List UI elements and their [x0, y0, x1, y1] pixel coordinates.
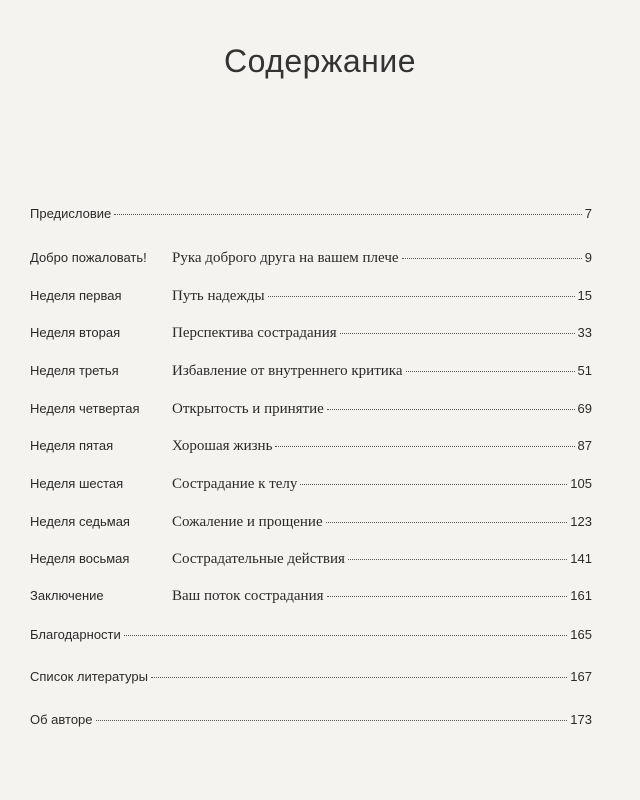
week-label: Неделя третья: [30, 363, 119, 378]
week-label: Неделя пятая: [30, 438, 114, 453]
dot-leader: [348, 559, 567, 560]
dot-leader: [327, 596, 568, 597]
toc-label: Предисловие: [30, 206, 112, 221]
toc-label: Благодарности: [30, 627, 121, 642]
toc-entry-bibliography[interactable]: [30, 665, 592, 689]
page-number: 173: [570, 712, 592, 727]
toc-entry-week-8[interactable]: [30, 547, 592, 571]
dot-leader: [151, 677, 567, 678]
page-number: 7: [584, 206, 592, 221]
page-number: 33: [577, 325, 592, 340]
toc-entry-acknowledgements[interactable]: [30, 623, 592, 647]
chapter-title: Перспектива сострадания: [172, 325, 337, 341]
dot-leader: [275, 446, 574, 447]
week-label: Заключение: [30, 588, 104, 603]
chapter-title: Ваш поток сострадания: [172, 588, 324, 604]
toc-entry-week-7[interactable]: [30, 510, 592, 534]
week-label: Неделя четвертая: [30, 401, 140, 416]
toc-label: Список литературы: [30, 669, 148, 684]
toc-entry-week-1[interactable]: [30, 284, 592, 308]
toc-entry-week-4[interactable]: [30, 397, 592, 421]
week-label: Неделя седьмая: [30, 514, 130, 529]
toc-entry-week-6[interactable]: [30, 472, 592, 496]
page-number: 51: [577, 363, 592, 378]
page-number: 167: [570, 669, 592, 684]
toc-entry-welcome[interactable]: [30, 246, 592, 270]
page-number: 161: [570, 588, 592, 603]
dot-leader: [340, 333, 575, 334]
chapter-title: Избавление от внутреннего критика: [172, 363, 403, 379]
chapter-title: Сожаление и прощение: [172, 514, 323, 530]
week-label: Неделя восьмая: [30, 551, 130, 566]
dot-leader: [402, 258, 582, 259]
page-number: 123: [570, 514, 592, 529]
week-label: Неделя вторая: [30, 325, 121, 340]
page-number: 87: [577, 438, 592, 453]
dot-leader: [406, 371, 575, 372]
chapter-title: Сострадание к телу: [172, 476, 298, 492]
dot-leader: [327, 409, 575, 410]
chapter-title: Хорошая жизнь: [172, 438, 273, 454]
toc-entry-week-2[interactable]: [30, 321, 592, 345]
page-title: Содержание: [223, 43, 416, 80]
toc-entry-week-5[interactable]: [30, 434, 592, 458]
dot-leader: [114, 214, 582, 215]
toc-label: Об авторе: [30, 712, 93, 727]
dot-leader: [326, 522, 568, 523]
page-number: 69: [577, 401, 592, 416]
chapter-title: Путь надежды: [172, 288, 265, 304]
week-label: Неделя шестая: [30, 476, 124, 491]
page-number: 141: [570, 551, 592, 566]
page-number: 165: [570, 627, 592, 642]
week-label: Добро пожаловать!: [30, 250, 147, 265]
toc-entry-about-author[interactable]: [30, 708, 592, 732]
page-number: 15: [577, 288, 592, 303]
week-label: Неделя первая: [30, 288, 122, 303]
dot-leader: [300, 484, 567, 485]
toc-entry-preface[interactable]: [30, 202, 592, 226]
page-number: 105: [570, 476, 592, 491]
page-number: 9: [584, 250, 592, 265]
dot-leader: [96, 720, 568, 721]
dot-leader: [124, 635, 568, 636]
chapter-title: Рука доброго друга на вашем плече: [172, 250, 399, 266]
chapter-title: Открытость и принятие: [172, 401, 324, 417]
toc-entry-week-3[interactable]: [30, 359, 592, 383]
dot-leader: [268, 296, 575, 297]
chapter-title: Сострадательные действия: [172, 551, 345, 567]
toc-entry-conclusion[interactable]: [30, 584, 592, 608]
